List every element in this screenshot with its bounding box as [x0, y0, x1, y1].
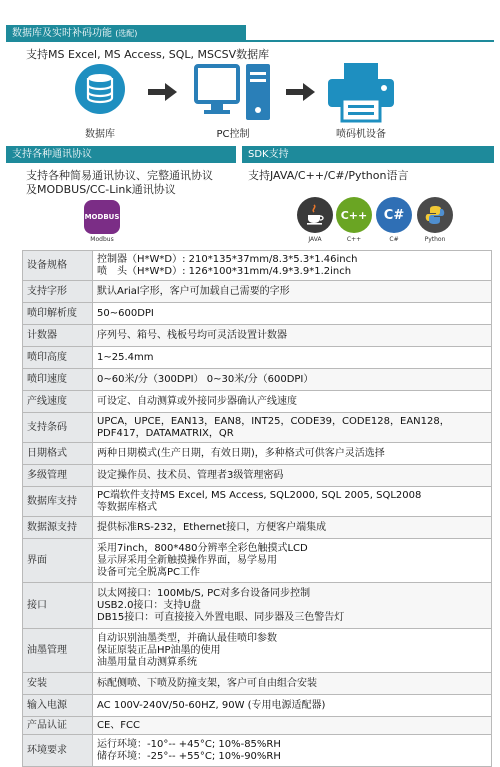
- spec-row: [23, 673, 492, 695]
- spec-row: [23, 443, 492, 465]
- section-header-database: [6, 25, 246, 42]
- section-divider: [246, 40, 494, 42]
- spec-value: [93, 347, 492, 369]
- spec-value-line: USB2.0接口：支持U盘: [97, 599, 201, 611]
- modbus-logo: [84, 200, 120, 234]
- python-snake-icon: [424, 204, 446, 226]
- spec-value-line: 保证原装正品HP油墨的使用: [97, 644, 221, 656]
- cpp-mark: C++: [340, 208, 368, 222]
- spec-value-line: 采用7inch，800*480分辨率全彩色触摸式LCD: [97, 542, 308, 554]
- spec-value-line: 油墨用量自动测算系统: [97, 656, 197, 668]
- spec-value: [93, 325, 492, 347]
- spec-label: 计数器: [23, 325, 93, 347]
- spec-row: [23, 465, 492, 487]
- spec-label: 喷印解析度: [23, 303, 93, 325]
- section-title: SDK支持: [248, 149, 289, 160]
- spec-label: 多级管理: [23, 465, 93, 487]
- spec-row: [23, 251, 492, 281]
- csharp-icon: [376, 197, 412, 233]
- spec-value-line: DB15接口：可直接接入外置电眼、同步器及三色警告灯: [97, 611, 345, 623]
- sdk-description: 支持JAVA/C++/C#/Python语言: [248, 169, 409, 182]
- spec-row: [23, 347, 492, 369]
- spec-value-line: 显示屏采用全新触摸操作界面，易学易用: [97, 554, 277, 566]
- spec-value-line: AC 100V-240V/50-60HZ, 90W (专用电源适配器): [97, 699, 326, 711]
- spec-row: [23, 281, 492, 303]
- spec-row: [23, 303, 492, 325]
- modbus-logo-text: MODBUS: [84, 213, 120, 221]
- spec-value: [93, 583, 492, 629]
- protocol-description-line2: 及MODBUS/CC-Link通讯协议: [26, 183, 176, 196]
- spec-label: 安装: [23, 673, 93, 695]
- cpp-icon: [336, 197, 372, 233]
- spec-label: 喷印高度: [23, 347, 93, 369]
- spec-value-line: 运行环境：-10°-- +45°C; 10%-85%RH: [97, 738, 281, 750]
- monitor-icon: [194, 62, 276, 124]
- flow-label-printer: 喷码机设备: [336, 129, 386, 140]
- spec-value: [93, 539, 492, 583]
- spec-value-line: 提供标准RS-232，Ethernet接口，方便客户端集成: [97, 521, 327, 533]
- spec-value: [93, 517, 492, 539]
- spec-value-line: 默认Arial字形，客户可加载自己需要的字形: [97, 285, 290, 297]
- spec-table: [22, 250, 492, 767]
- spec-value-line: 自动识别油墨类型，并确认最佳喷印参数: [97, 632, 277, 644]
- spec-value-line: 可设定、自动测算或外接同步器确认产线速度: [97, 395, 297, 407]
- spec-value-line: 等数据库格式: [97, 501, 157, 513]
- spec-value-line: 50~600DPI: [97, 307, 154, 319]
- spec-row: [23, 695, 492, 717]
- spec-value-line: 标配侧喷、下喷及防撞支架，客户可自由组合安装: [97, 677, 317, 689]
- spec-value-line: 0~60米/分（300DPI） 0~30米/分（600DPI）: [97, 373, 314, 385]
- spec-value: [93, 413, 492, 443]
- protocol-description-line1: 支持各种简易通讯协议、完整通讯协议: [26, 169, 213, 182]
- spec-value-line: 控制器（H*W*D）: 210*135*37mm/8.3*5.3*1.46inch: [97, 253, 358, 265]
- spec-row: [23, 717, 492, 735]
- spec-label: 数据源支持: [23, 517, 93, 539]
- sdk-label-cpp: C++: [346, 236, 362, 243]
- flow-label-database: 数据库: [85, 129, 115, 140]
- spec-label: 接口: [23, 583, 93, 629]
- section-header-protocol: [6, 146, 236, 163]
- section-title-note: (选配): [115, 29, 138, 38]
- spec-value-line: 以太网接口：100Mb/S, PC对多台设备同步控制: [97, 587, 311, 599]
- sdk-label-python: Python: [424, 236, 446, 243]
- spec-value-line: 设备可完全脱离PC工作: [97, 566, 201, 578]
- spec-value: [93, 369, 492, 391]
- spec-value: [93, 717, 492, 735]
- spec-value: [93, 281, 492, 303]
- spec-row: [23, 369, 492, 391]
- spec-value: [93, 251, 492, 281]
- spec-row: [23, 629, 492, 673]
- spec-row: [23, 735, 492, 767]
- spec-row: [23, 413, 492, 443]
- spec-value: [93, 443, 492, 465]
- sdk-label-csharp: C#: [389, 236, 399, 243]
- spec-value: [93, 487, 492, 517]
- spec-value: [93, 465, 492, 487]
- spec-label: 产线速度: [23, 391, 93, 413]
- spec-label: 界面: [23, 539, 93, 583]
- section-title: 数据库及实时补码功能: [12, 28, 112, 39]
- spec-value-line: CE、FCC: [97, 719, 141, 731]
- spec-value: [93, 673, 492, 695]
- spec-label: 油墨管理: [23, 629, 93, 673]
- spec-value: [93, 695, 492, 717]
- spec-value-line: 两种日期模式(生产日期，有效日期)，多种格式可供客户灵活选择: [97, 447, 385, 459]
- spec-value-line: 1~25.4mm: [97, 351, 154, 363]
- spec-label: 数据库支持: [23, 487, 93, 517]
- coffee-cup-icon: [305, 204, 325, 226]
- sdk-label-java: JAVA: [308, 236, 322, 243]
- printer-icon: [326, 61, 396, 123]
- java-icon: [297, 197, 333, 233]
- spec-label: 设备规格: [23, 251, 93, 281]
- spec-value-line: 设定操作员、技术员、管理者3级管理密码: [97, 469, 284, 481]
- spec-value-line: PDF417，DATAMATRIX，QR: [97, 427, 234, 439]
- section-title: 支持各种通讯协议: [12, 149, 92, 160]
- spec-value-line: 序列号、箱号、栈板号均可灵活设置计数器: [97, 329, 287, 341]
- spec-value-line: 储存环境：-25°-- +55°C; 10%-90%RH: [97, 750, 281, 762]
- spec-value-line: PC端软件支持MS Excel, MS Access, SQL2000, SQL 2005, SQL2008: [97, 489, 422, 501]
- spec-row: [23, 325, 492, 347]
- database-icon: [74, 63, 126, 115]
- spec-value: [93, 735, 492, 767]
- python-icon: [417, 197, 453, 233]
- spec-label: 支持条码: [23, 413, 93, 443]
- spec-value-line: 喷 头（H*W*D）: 126*100*31mm/4.9*3.9*1.2inch: [97, 265, 352, 277]
- modbus-caption: Modbus: [90, 236, 114, 243]
- section-header-sdk: [242, 146, 494, 163]
- spec-row: [23, 539, 492, 583]
- spec-value: [93, 391, 492, 413]
- spec-value-line: UPCA，UPCE，EAN13，EAN8，INT25，CODE39，CODE128，EAN128，: [97, 415, 450, 427]
- csharp-mark: C#: [383, 207, 405, 223]
- spec-row: [23, 391, 492, 413]
- spec-label: 日期格式: [23, 443, 93, 465]
- spec-label: 产品认证: [23, 717, 93, 735]
- database-description: 支持MS Excel, MS Access, SQL, MSCSV数据库: [26, 48, 270, 61]
- spec-label: 喷印速度: [23, 369, 93, 391]
- spec-label: 输入电源: [23, 695, 93, 717]
- spec-row: [23, 487, 492, 517]
- flow-label-pc: PC控制: [216, 129, 250, 140]
- spec-row: [23, 583, 492, 629]
- arrow-right-icon: [148, 82, 178, 102]
- spec-label: 环境要求: [23, 735, 93, 767]
- spec-value: [93, 629, 492, 673]
- spec-value: [93, 303, 492, 325]
- arrow-right-icon: [286, 82, 316, 102]
- spec-label: 支持字形: [23, 281, 93, 303]
- spec-row: [23, 517, 492, 539]
